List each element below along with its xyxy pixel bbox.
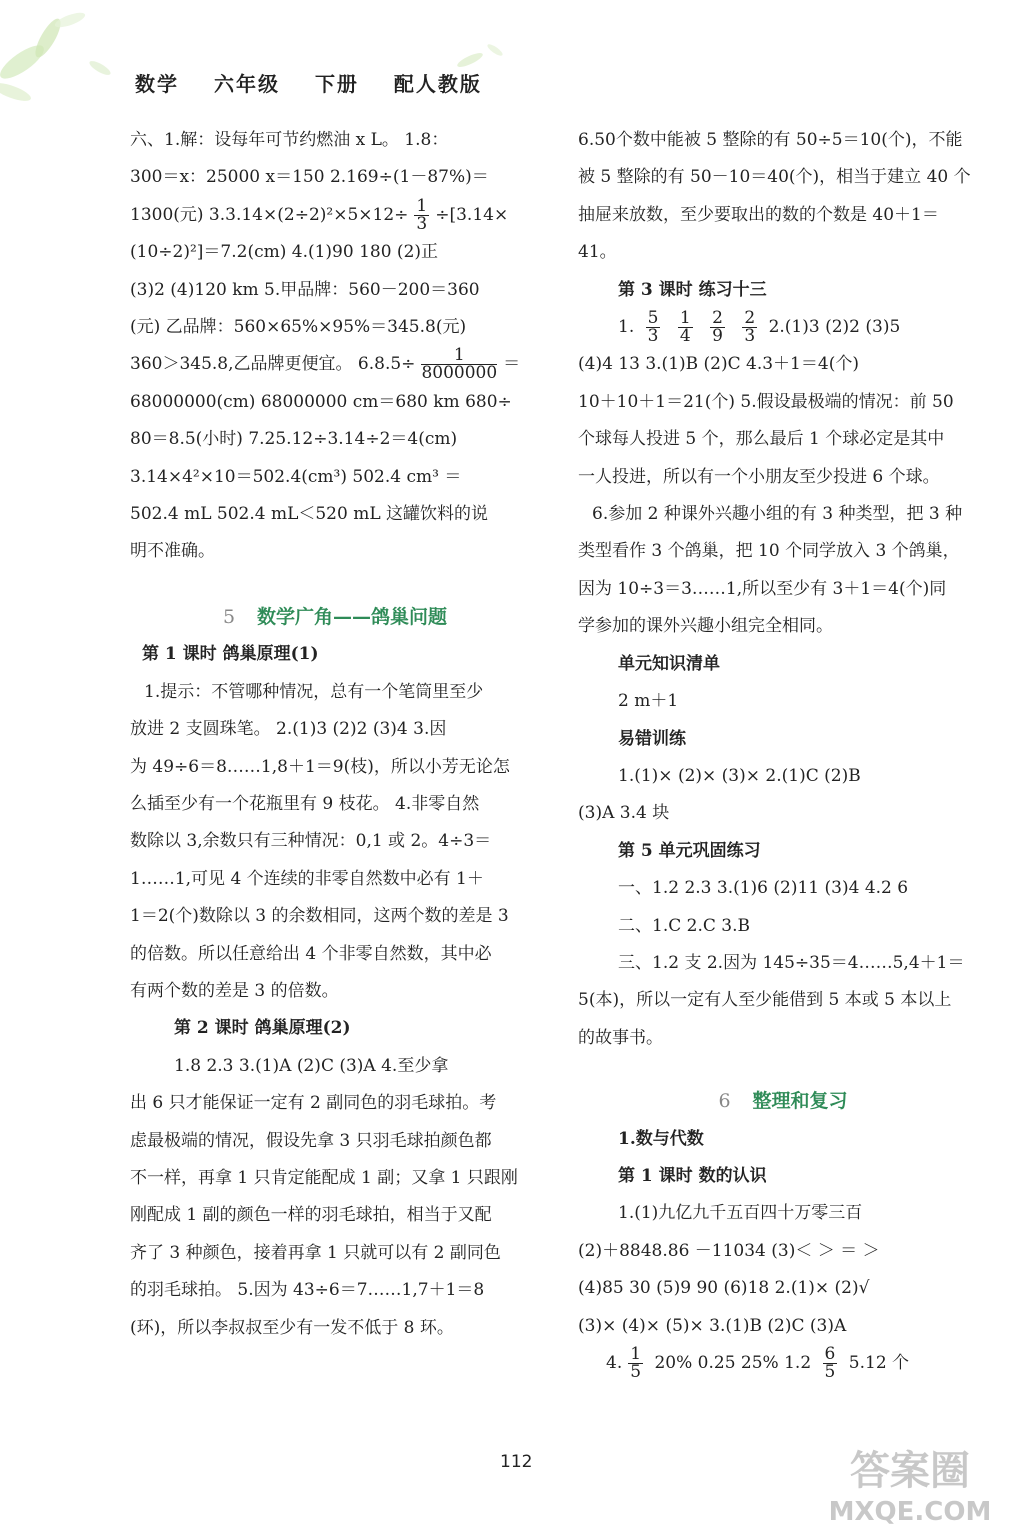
section-heading: 6 整理和复习	[718, 1090, 848, 1113]
answer-line: 5(本)，所以一定有人至少能借到 5 本或 5 本以上	[578, 990, 952, 1011]
answer-line: 明不准确。	[130, 541, 215, 562]
right-column	[578, 122, 988, 1382]
answer-line: 502.4 mL 502.4 mL＜520 mL 这罐饮料的说	[130, 504, 489, 525]
answer-line: (3)2 (4)120 km 5.甲品牌：560－200＝360	[130, 279, 480, 300]
answer-line: 360＞345.8,乙品牌更便宜。 6.8.5÷ $\frac{1}{8000000}$ ＝	[130, 345, 521, 384]
fraction: $\frac{1}{4}$	[679, 308, 691, 347]
answer-line: (3)× (4)× (5)× 3.(1)B (2)C (3)A	[578, 1315, 847, 1336]
header-grade: 六年级	[213, 72, 280, 96]
answer-line: 68000000(cm) 68000000 cm＝680 km 680÷	[130, 391, 512, 412]
fraction: $\frac{1}{3}$	[416, 195, 428, 234]
answer-line: 的羽毛球拍。 5.因为 43÷6＝7……1,7＋1＝8	[130, 1280, 485, 1301]
answer-line: (4)85 30 (5)9 90 (6)18 2.(1)× (2)√	[578, 1278, 870, 1299]
section-heading: 5 数学广角——鸽巢问题	[222, 605, 448, 628]
answer-line: 个球每人投进 5 个，那么最后 1 个球必定是其中	[578, 429, 945, 450]
header-volume: 下册	[314, 72, 359, 96]
answer-line: 6.参加 2 种课外兴趣小组的有 3 种类型，把 3 种	[592, 504, 963, 525]
watermark-top: 答案圈	[850, 1448, 970, 1494]
answer-line: 三、1.2 支 2.因为 145÷35＝4……5,4＋1＝	[618, 952, 965, 973]
fraction: $\frac{5}{3}$	[647, 308, 659, 347]
answer-line: 41。	[578, 242, 617, 263]
answer-line: 1.提示：不管哪种情况，总有一个笔筒里至少	[144, 681, 484, 702]
page-number: 112	[500, 1452, 533, 1472]
answer-line: 1.8 2.3 3.(1)A (2)C (3)A 4.至少拿	[174, 1055, 449, 1076]
fraction: $\frac{6}{5}$	[824, 1344, 836, 1382]
answer-line: 1……1,可见 4 个连续的非零自然数中必有 1＋	[130, 868, 484, 889]
lesson-heading: 第 1 课时 鸽巢原理(1)	[142, 644, 319, 665]
fraction: $\frac{2}{9}$	[712, 308, 723, 347]
answer-line: 学参加的课外兴趣小组完全相同。	[578, 616, 833, 637]
answer-line: 六、1.解：设每年可节约燃油 x L。 1.8：	[130, 130, 449, 150]
answer-line: 数除以 3,余数只有三种情况：0,1 或 2。4÷3＝	[130, 831, 492, 852]
header-subject: 数学	[135, 72, 179, 96]
lesson-heading: 单元知识清单	[618, 653, 720, 674]
answer-line: 一、1.2 2.3 3.(1)6 (2)11 (3)4 4.2 6	[618, 878, 909, 899]
header-edition: 配人教版	[393, 72, 482, 96]
fraction: $\frac{1}{8000000}$	[421, 345, 498, 384]
answer-line: 1.(1)九亿九千五百四十万零三百	[618, 1203, 863, 1224]
page-header	[135, 68, 508, 97]
answer-line: 有两个数的差是 3 的倍数。	[130, 980, 339, 1001]
lesson-heading: 第 3 课时 练习十三	[618, 279, 767, 300]
watermark-logo	[810, 1438, 1010, 1528]
answer-line: 被 5 整除的有 50－10＝40(个)，相当于建立 40 个	[578, 167, 971, 188]
answer-line: 为 49÷6＝8……1,8＋1＝9(枝)，所以小芳无论怎	[130, 756, 510, 777]
left-column	[130, 122, 540, 1347]
answer-line: 4. $\frac{1}{5}$ 20% 0.25 25% 1.2 $\frac{6}{5}$ 5.12 个	[606, 1344, 910, 1382]
lesson-heading: 1.数与代数	[618, 1128, 704, 1149]
answer-line: 2 m＋1	[618, 691, 679, 712]
lesson-heading: 第 2 课时 鸽巢原理(2)	[174, 1018, 351, 1039]
answer-line: 10＋10＋1＝21(个) 5.假设最极端的情况：前 50	[578, 391, 954, 412]
fraction: $\frac{2}{3}$	[744, 308, 756, 347]
answer-line: (3)A 3.4 块	[578, 803, 670, 824]
answer-line: 出 6 只才能保证一定有 2 副同色的羽毛球拍。考	[130, 1093, 497, 1114]
answer-line: 齐了 3 种颜色，接着再拿 1 只就可以有 2 副同色	[130, 1242, 501, 1263]
answer-line: (元) 乙品牌：560×65%×95%＝345.8(元)	[130, 317, 467, 338]
answer-line: 1＝2(个)数除以 3 的余数相同，这两个数的差是 3	[130, 906, 509, 927]
answer-line: 因为 10÷3＝3……1,所以至少有 3＋1＝4(个)同	[578, 578, 947, 599]
lesson-heading: 第 5 单元巩固练习	[618, 840, 761, 861]
answer-line: 6.50个数中能被 5 整除的有 50÷5＝10(个)，不能	[578, 130, 963, 150]
answer-line: 刚配成 1 副的颜色一样的羽毛球拍，相当于又配	[130, 1205, 492, 1226]
answer-line: 类型看作 3 个鸽巢，把 10 个同学放入 3 个鸽巢，	[578, 541, 960, 562]
answer-line: 放进 2 支圆珠笔。 2.(1)3 (2)2 (3)4 3.因	[130, 719, 447, 740]
answer-line: (4)4 13 3.(1)B (2)C 4.3＋1＝4(个)	[578, 354, 859, 375]
answer-line: 抽屉来放数，至少要取出的数的个数是 40＋1＝	[578, 204, 939, 225]
answer-line: 1.(1)× (2)× (3)× 2.(1)C (2)B	[618, 765, 861, 786]
answer-line: 一人投进，所以有一个小朋友至少投进 6 个球。	[578, 466, 940, 487]
watermark-bottom: MXQE.COM	[828, 1497, 992, 1527]
answer-line: (10÷2)²]＝7.2(cm) 4.(1)90 180 (2)正	[130, 242, 439, 263]
answer-line: 虑最极端的情况，假设先拿 3 只羽毛球拍颜色都	[130, 1130, 492, 1151]
answer-line: 不一样，再拿 1 只肯定能配成 1 副；又拿 1 只跟刚	[130, 1167, 518, 1188]
answer-line: (2)＋8848.86 －11034 (3)＜ ＞ ＝ ＞	[578, 1240, 880, 1261]
lesson-heading: 第 1 课时 数的认识	[618, 1165, 767, 1186]
fraction: $\frac{1}{5}$	[630, 1344, 642, 1382]
answer-line: 二、1.C 2.C 3.B	[618, 915, 750, 936]
answer-line: 的倍数。所以任意给出 4 个非零自然数，其中必	[130, 943, 492, 964]
answer-line: 3.14×4²×10＝502.4(cm³) 502.4 cm³ ＝	[130, 466, 462, 487]
answer-line: 么插至少有一个花瓶里有 9 枝花。 4.非零自然	[130, 793, 480, 814]
answer-line: 80＝8.5(小时) 7.25.12÷3.14÷2＝4(cm)	[130, 429, 458, 450]
answer-line: 的故事书。	[578, 1027, 663, 1048]
answer-line: 300＝x：25000 x＝150 2.169÷(1－87%)＝	[130, 167, 489, 188]
answer-line: (环)，所以李叔叔至少有一发不低于 8 环。	[130, 1317, 454, 1338]
answer-line: 1300(元) 3.3.14×(2÷2)²×5×12÷ $\frac{1}{3}$ ÷[3.14×	[130, 195, 509, 234]
answer-line: 1. $\frac{5}{3}$ $\frac{1}{4}$ $\frac{2}{9}$ $\frac{2}{3}$ 2.(1)3 (2)2 (3)5	[618, 308, 901, 347]
lesson-heading: 易错训练	[618, 728, 686, 749]
